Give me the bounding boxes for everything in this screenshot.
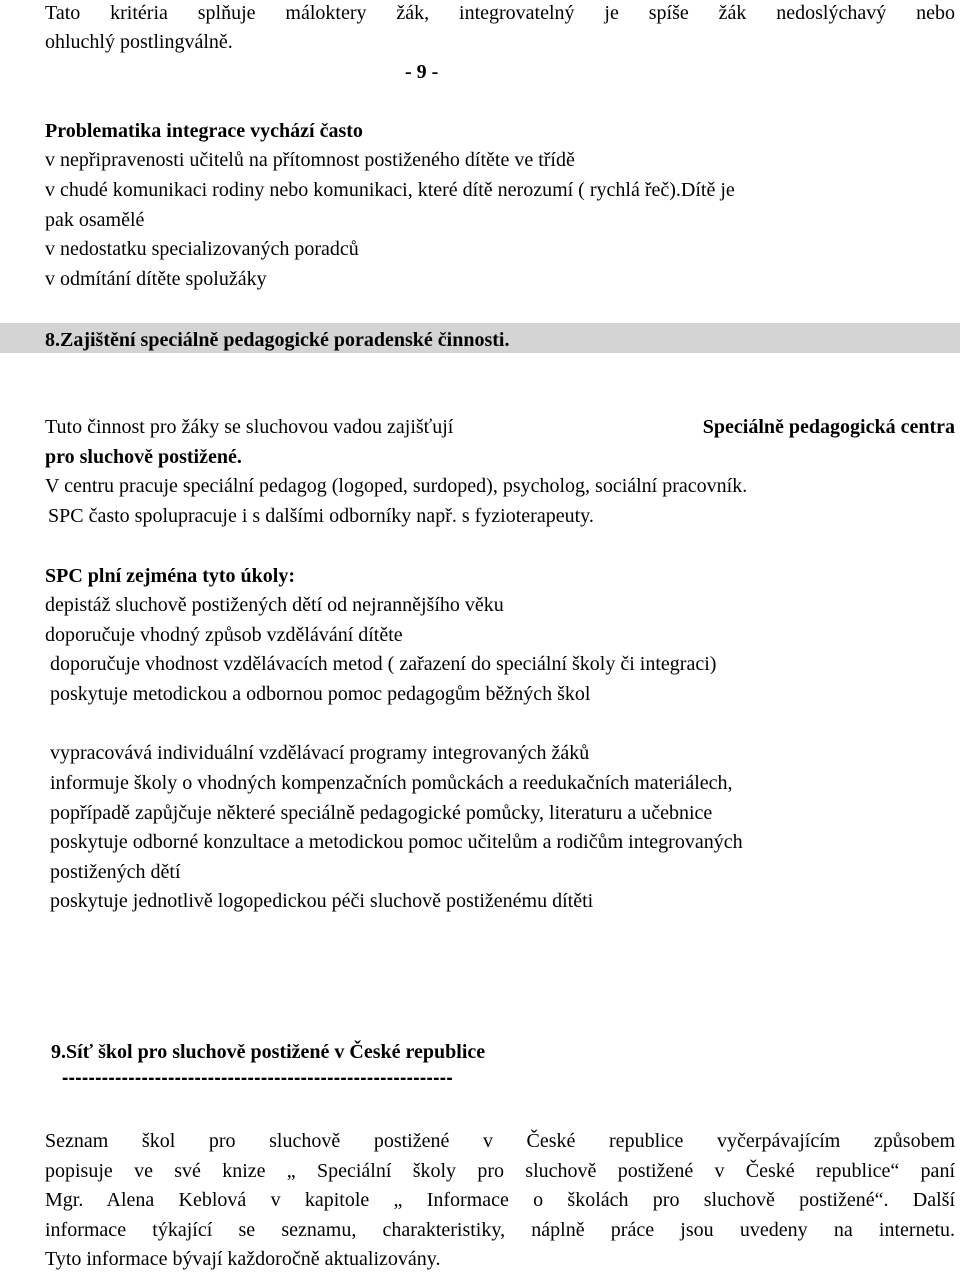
section-8-cooperation: SPC často spolupracuje i s dalšími odborníky např. s fyzioterapeuty.	[48, 505, 594, 527]
section-8-staff: V centru pracuje speciální pedagog (logoped, surdoped), psycholog, sociální pracovník.	[45, 475, 748, 497]
task-item: poskytuje jednotlivě logopedickou péči sluchově postiženému dítěti	[50, 890, 594, 912]
problem-item: pak osamělé	[45, 209, 145, 231]
task-item: postižených dětí	[50, 861, 181, 883]
section-9-para-line: Tyto informace bývají každoročně aktualizovány.	[45, 1248, 441, 1270]
task-item: poskytuje metodickou a odbornou pomoc pedagogům běžných škol	[50, 683, 591, 705]
section-9-para-line: informace týkající se seznamu, charakteristiky, náplně práce jsou uvedeny na internetu.	[45, 1219, 955, 1241]
page-number: - 9 -	[405, 61, 439, 83]
task-item: doporučuje vhodný způsob vzdělávání dítěte	[45, 624, 403, 646]
spc-name-part1: Speciálně pedagogická centra	[702, 416, 955, 438]
section-9-heading: 9.Síť škol pro sluchově postižené v České republice	[51, 1041, 486, 1063]
intro-line-2: ohluchlý postlingválně.	[45, 31, 233, 53]
intro-line-1: Tato kritéria splňuje máloktery žák, integrovatelný je spíše žák nedoslýchavý nebo	[45, 2, 955, 24]
task-item: informuje školy o vhodných kompenzačních pomůckách a reedukačních materiálech,	[50, 772, 733, 794]
problem-item: v nepřipravenosti učitelů na přítomnost postiženého dítěte ve třídě	[45, 149, 575, 171]
task-item: vypracovává individuální vzdělávací programy integrovaných žáků	[50, 742, 590, 764]
section-8-intro-text: Tuto činnost pro žáky se sluchovou vadou zajišťují	[45, 416, 454, 438]
task-item: depistáž sluchově postižených dětí od nejrannějšího věku	[45, 594, 504, 616]
problems-heading: Problematika integrace vychází často	[45, 120, 363, 142]
task-item: doporučuje vhodnost vzdělávacích metod ( zařazení do speciální školy či integraci)	[50, 653, 717, 675]
section-9-divider: -----------------------------------------------------------	[62, 1068, 454, 1089]
spc-name-part2: pro sluchově postižené.	[45, 446, 242, 468]
section-9-para-line: Mgr. Alena Keblová v kapitole „ Informace o školách pro sluchově postižené“. Další	[45, 1189, 955, 1211]
section-9-para-line: Seznam škol pro sluchově postižené v České republice vyčerpávajícím způsobem	[45, 1130, 955, 1152]
tasks-heading: SPC plní zejména tyto úkoly:	[45, 565, 295, 587]
section-8-heading: 8.Zajištění speciálně pedagogické poradenské činnosti.	[45, 329, 510, 351]
section-8-intro	[45, 415, 955, 439]
section-9-para-line: popisuje ve své knize „ Speciální školy pro sluchově postižené v České republice“ paní	[45, 1160, 955, 1182]
problem-item: v chudé komunikaci rodiny nebo komunikaci, které dítě nerozumí ( rychlá řeč).Dítě je	[45, 179, 735, 201]
task-item: popřípadě zapůjčuje některé speciálně pedagogické pomůcky, literaturu a učebnice	[50, 802, 713, 824]
problem-item: v odmítání dítěte spolužáky	[45, 268, 267, 290]
problem-item: v nedostatku specializovaných poradců	[45, 238, 359, 260]
task-item: poskytuje odborné konzultace a metodickou pomoc učitelům a rodičům integrovaných	[50, 831, 743, 853]
